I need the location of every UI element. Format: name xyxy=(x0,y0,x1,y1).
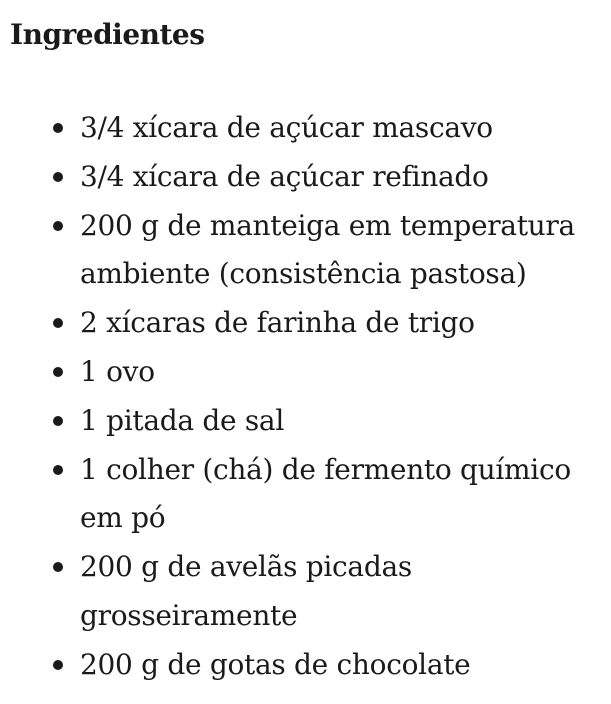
ingredient-item xyxy=(0,348,611,397)
ingredient-item xyxy=(0,299,611,348)
bullet-dot-icon xyxy=(53,416,63,426)
ingredient-item xyxy=(0,641,611,690)
ingredient-item xyxy=(0,202,611,300)
ingredient-text: 3/4 xícara de açúcar refinado xyxy=(80,159,489,193)
ingredient-item xyxy=(0,153,611,202)
ingredient-item xyxy=(0,397,611,446)
bullet-dot-icon xyxy=(53,318,63,328)
ingredient-text: 200 g de manteiga em temperatura ambiente (consistência pastosa) xyxy=(80,208,575,291)
ingredients-heading: Ingredientes xyxy=(10,18,205,51)
bullet-dot-icon xyxy=(53,172,63,182)
bullet-dot-icon xyxy=(53,660,63,670)
ingredient-text: 200 g de avelãs picadas grosseiramente xyxy=(80,550,412,632)
bullet-dot-icon xyxy=(53,562,63,572)
ingredient-text: 1 pitada de sal xyxy=(80,403,284,437)
ingredient-item xyxy=(0,104,611,153)
ingredient-text: 1 colher (chá) de fermento químico em pó xyxy=(80,452,571,535)
bullet-dot-icon xyxy=(53,221,63,231)
bullet-dot-icon xyxy=(53,123,63,133)
ingredient-item xyxy=(0,543,611,641)
ingredient-list xyxy=(0,104,611,690)
ingredient-text: 2 xícaras de farinha de trigo xyxy=(80,306,475,340)
ingredient-item xyxy=(0,446,611,544)
bullet-dot-icon xyxy=(53,367,63,377)
ingredient-text: 1 ovo xyxy=(80,354,155,388)
ingredient-text: 200 g de gotas de chocolate xyxy=(80,647,471,681)
bullet-dot-icon xyxy=(53,465,63,475)
ingredient-text: 3/4 xícara de açúcar mascavo xyxy=(80,111,493,144)
